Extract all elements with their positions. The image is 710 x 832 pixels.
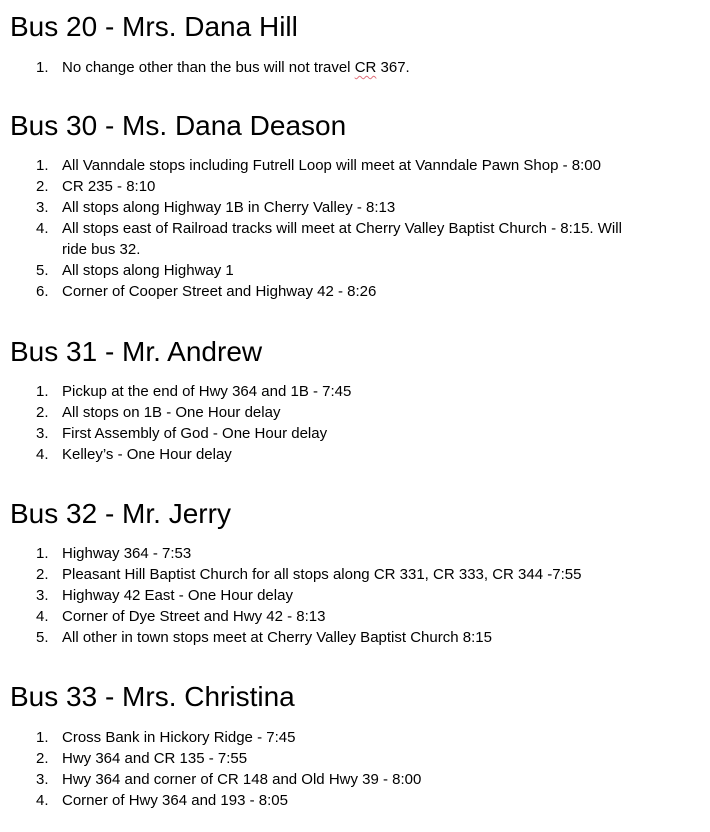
list-number: 4. — [36, 608, 49, 625]
section-heading-bus-30: Bus 30 - Ms. Dana Deason — [10, 110, 347, 141]
bus-20-list — [0, 57, 640, 78]
bus-30-list — [0, 155, 640, 302]
list-item — [0, 281, 640, 302]
list-item — [0, 218, 640, 260]
list-text: Highway 42 East - One Hour delay — [62, 587, 293, 604]
bus-33-list — [0, 727, 640, 811]
list-number: 5. — [36, 629, 49, 646]
list-text: All stops along Highway 1B in Cherry Valley - 8:13 — [62, 199, 396, 216]
list-number: 2. — [36, 178, 49, 195]
list-number: 2. — [36, 750, 49, 767]
list-number: 4. — [36, 220, 49, 237]
list-text: All stops on 1B - One Hour delay — [62, 404, 281, 421]
list-text: Pickup at the end of Hwy 364 and 1B - 7:45 — [62, 383, 352, 400]
list-item — [0, 727, 640, 748]
list-text: Hwy 364 and corner of CR 148 and Old Hwy 39 - 8:00 — [62, 771, 422, 788]
list-item — [0, 381, 640, 402]
list-text: Cross Bank in Hickory Ridge - 7:45 — [62, 729, 296, 746]
list-text: Highway 364 - 7:53 — [62, 545, 192, 562]
list-text: Kelley’s - One Hour delay — [62, 446, 232, 463]
list-text: Pleasant Hill Baptist Church for all stops along CR 331, CR 333, CR 344 -7:55 — [62, 566, 582, 583]
list-number: 3. — [36, 771, 49, 788]
list-item — [0, 564, 640, 585]
spellcheck-flagged-word[interactable]: CR — [354, 59, 377, 76]
list-number: 1. — [36, 545, 49, 562]
list-number: 3. — [36, 425, 49, 442]
list-number: 4. — [36, 792, 49, 809]
list-number: 3. — [36, 587, 49, 604]
list-item — [0, 790, 640, 811]
list-text: Corner of Hwy 364 and 193 - 8:05 — [62, 792, 288, 809]
list-text: First Assembly of God - One Hour delay — [62, 425, 328, 442]
section-heading-bus-20: Bus 20 - Mrs. Dana Hill — [10, 11, 298, 42]
list-number: 3. — [36, 199, 49, 216]
section-heading-bus-31: Bus 31 - Mr. Andrew — [10, 336, 263, 367]
list-text: 367. — [376, 59, 410, 76]
list-number: 2. — [36, 404, 49, 421]
list-item — [0, 748, 640, 769]
list-text: All other in town stops meet at Cherry Valley Baptist Church 8:15 — [62, 629, 492, 646]
bus-32-list — [0, 543, 640, 648]
section-heading-bus-33: Bus 33 - Mrs. Christina — [10, 681, 295, 712]
list-number: 1. — [36, 157, 49, 174]
list-item — [0, 423, 640, 444]
list-text: No change other than the bus will not travel — [62, 59, 355, 76]
list-text: All stops east of Railroad tracks will meet at Cherry Valley Baptist Church - 8:15. Will ride bus 32. — [62, 220, 622, 258]
list-text: Corner of Cooper Street and Highway 42 - 8:26 — [62, 283, 377, 300]
list-text: CR 235 - 8:10 — [62, 178, 156, 195]
list-item — [0, 444, 640, 465]
list-item — [0, 627, 640, 648]
list-number: 1. — [36, 383, 49, 400]
list-item — [0, 155, 640, 176]
bus-31-list — [0, 381, 640, 465]
list-item — [0, 543, 640, 564]
list-number: 6. — [36, 283, 49, 300]
list-number: 4. — [36, 446, 49, 463]
list-text: Corner of Dye Street and Hwy 42 - 8:13 — [62, 608, 326, 625]
list-number: 1. — [36, 729, 49, 746]
list-text: All Vanndale stops including Futrell Loop will meet at Vanndale Pawn Shop - 8:00 — [62, 157, 601, 174]
list-text: All stops along Highway 1 — [62, 262, 234, 279]
list-number: 1. — [36, 59, 49, 76]
section-heading-bus-32: Bus 32 - Mr. Jerry — [10, 498, 231, 529]
list-number: 5. — [36, 262, 49, 279]
list-text: Hwy 364 and CR 135 - 7:55 — [62, 750, 248, 767]
list-item — [0, 176, 640, 197]
list-item — [0, 197, 640, 218]
list-number: 2. — [36, 566, 49, 583]
list-item — [0, 57, 640, 78]
list-item — [0, 260, 640, 281]
list-item — [0, 585, 640, 606]
list-item — [0, 769, 640, 790]
list-item — [0, 402, 640, 423]
list-item — [0, 606, 640, 627]
